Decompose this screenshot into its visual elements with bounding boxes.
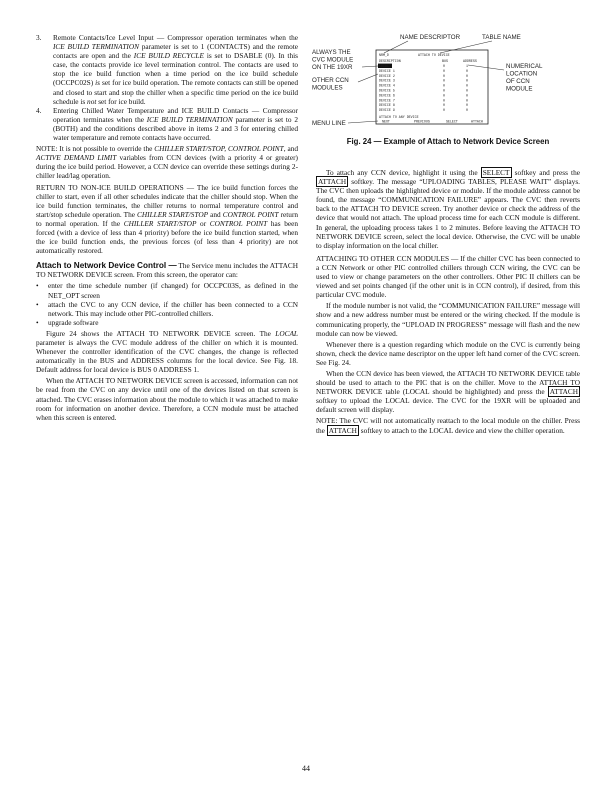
menu-next: NEXT: [382, 119, 390, 124]
device-row-addr: 0: [466, 108, 468, 113]
device-row-addr: 0: [466, 88, 468, 93]
device-row-name: DEVICE 9: [379, 108, 395, 113]
device-row-addr: 1: [466, 64, 468, 68]
callout-numerical-1: NUMERICAL: [506, 63, 543, 70]
fig24-paragraph: Figure 24 shows the ATTACH TO NETWORK DEVICE screen. The LOCAL parameter is always the CVC module address of the chiller on which it is mounted. Whenever the controller identification of the CVC changes, the change is reflected automatically in the BUS and ADDRESS columns for the local device. See Fig. 18. Default address for local device is BUS 0 ADDRESS 1.: [36, 328, 298, 375]
bullet-item: • enter the time schedule number (if changed) for OCCPC03S, as defined in the NET_OPT screen: [36, 281, 298, 300]
item-text: Remote Contacts/Ice Level Input — Compressor operation terminates when the ICE BUILD TERMINATION parameter is set to 1 (CONTACTS) and the remote contacts are open and the ICE BUILD RECYCLE is set to DSABLE (0). In this case, the contacts provide ice level termination control. The contacts are used to stop the ice build function when a time period on the ice build schedule (OCCPC02S) is set for ice build operation. The remote contacts can still be opened and closed to start and stop the chiller when a specific time period on the ice build schedule is not set for ice build.: [53, 33, 298, 106]
menu-select: SELECT: [446, 119, 458, 124]
callout-name-descriptor: NAME DESCRIPTOR: [400, 34, 461, 41]
callout-numerical-3: OF CCN: [506, 78, 530, 85]
device-row-name: LOCAL: [379, 64, 389, 68]
col-bus: BUS: [442, 59, 448, 63]
attaching-paragraph: ATTACHING TO OTHER CCN MODULES — If the chiller CVC has been connected to a CCN Network or other PIC controlled chillers through CCN wiring, the CVC can be used to view or change parameters on the other controllers. Other PIC II chillers can be viewed and set points changed (if the other unit is in CCN control), if desired, from this particular CVC module.: [316, 253, 580, 300]
note-reattach: NOTE: The CVC will not automatically reattach to the local module on the chiller. Press the ATTACH softkey to attach to the LOCAL device and view the chiller operation.: [316, 416, 580, 435]
when-paragraph: When the ATTACH TO NETWORK DEVICE screen is accessed, information can not be read from the CVC on any device until one of the devices listed on that screen is attached. The CVC erases information about the module to which it was attached to make room for information on another device. Therefore, a CCN module must be attached when this screen is entered.: [36, 376, 298, 422]
device-row-bus: 0: [443, 93, 445, 98]
bullet-item: • upgrade software: [36, 317, 99, 327]
device-row-name: DEVICE 3: [379, 78, 395, 83]
item-number: 3.: [36, 33, 42, 42]
return-paragraph: RETURN TO NON-ICE BUILD OPERATIONS — The ice build function forces the chiller to start, even if all other schedules indicate that the chiller should stop. When the ice build function terminates, the chiller returns to normal temperature control and start/stop schedule operation. The CHILLER START/STOP and CONTROL POINT return to normal operation. If the CHILLER START/STOP or CONTROL POINT has been forced (with a device of less than 4 priority) before the ice build function started, when the ice build function ends, the previous forces (of less than 4 priority) are not automatically restored.: [36, 182, 299, 256]
device-row-bus: 0: [443, 98, 445, 103]
callout-numerical-4: MODULE: [506, 85, 533, 93]
device-row-addr: 0: [466, 73, 468, 78]
callout-numerical-2: LOCATION: [506, 70, 538, 78]
device-row-name: DEVICE 7: [379, 98, 395, 103]
attach-paragraph: To attach any CCN device, highlight it using the SELECT softkey and press the ATTACH softkey. The message “UPLOADING TABLES, PLEASE WAIT” displays. The CVC then uploads the highlighted device or module. If the module address cannot be found, the message “COMMUNICATION FAILURE” appears. The CVC then reverts back to the ATTACH TO DEVICE screen. Try another device or check the address of the device that would not attach. The upload process time for each CCN module is different. In general, the uploading process takes 1 to 2 minutes. Before leaving the ATTACH TO NETWORK DEVICE screen, select the local device. Otherwise, the CVC will be unable to display information on the local chiller.: [316, 168, 580, 250]
menu-previous: PREVIOUS: [414, 119, 430, 124]
device-row-name: DEVICE 4: [379, 83, 395, 88]
device-row-name: DEVICE 1: [379, 68, 395, 73]
figure-caption: Fig. 24 — Example of Attach to Network Device Screen: [346, 137, 550, 146]
device-row-addr: 0: [466, 103, 468, 108]
screen-top-left: NRM_D: [379, 53, 389, 57]
device-row-addr: 0: [466, 78, 468, 83]
screen-title: ATTACH TO DEVICE: [418, 53, 450, 57]
menu-attach: ATTACH: [471, 119, 483, 124]
viewed-paragraph: When the CCN device has been viewed, the ATTACH TO NETWORK DEVICE table should be used to attach to the PIC that is on the chiller. Move to the ATTACH TO NETWORK DEVICE table (LOCAL should be highlighted) and press the ATTACH softkey to upload the LOCAL device. The CVC for the 19XR will be uploaded and default screen will display.: [316, 368, 580, 415]
device-row-bus: 0: [443, 73, 445, 78]
callout-always-1: ALWAYS THE: [312, 49, 351, 56]
callout-always-3: ON THE 19XR: [312, 64, 353, 71]
device-row-bus: 0: [443, 68, 445, 73]
list-item-4: [36, 106, 298, 142]
select-key: SELECT: [482, 168, 510, 177]
section-intro: Attach to Network Device Control — The Service menu includes the ATTACH TO NETWORK DEVICE screen. From this screen, the operator can:: [36, 261, 298, 280]
device-row-bus: 0: [443, 83, 445, 88]
callout-other-2: MODULES: [312, 84, 343, 92]
device-row-bus: 0: [443, 103, 445, 108]
item-number: 4.: [36, 105, 42, 115]
bullet-item: • attach the CVC to any CCN device, if the chiller has been connected to a CCN network. This may include other PIC-controlled chillers.: [36, 299, 298, 318]
col-address: ADDRESS: [463, 59, 477, 63]
device-row-bus: 0: [443, 78, 445, 83]
note-paragraph: NOTE: It is not possible to override the CHILLER START/STOP, CONTROL POINT, and ACTIVE DEMAND LIMIT variables from CCN devices (with a priority 4 or greater) during the ice build period. However, a CCN device can override these settings during 2-chiller lead/lag operation.: [36, 144, 299, 181]
figure-24: [310, 30, 582, 130]
device-row-name: DEVICE 5: [379, 88, 395, 93]
question-paragraph: Whenever there is a question regarding which module on the CVC is currently being shown, check the device name descriptor on the upper left hand corner of the CVC screen. See Fig. 24.: [316, 339, 581, 367]
attach-screen-diagram: [310, 30, 582, 130]
right-column: [316, 168, 580, 437]
callout-table-name: TABLE NAME: [482, 34, 521, 41]
callout-menu-line: MENU LINE: [312, 120, 346, 127]
callout-other-1: OTHER CCN: [312, 77, 349, 84]
device-row-bus: 0: [443, 64, 445, 68]
section-heading: Attach to Network Device Control —: [36, 261, 177, 271]
attach-key: ATTACH: [328, 425, 357, 435]
attach-key: ATTACH: [318, 177, 347, 187]
device-row-bus: 0: [443, 88, 445, 93]
item-text: Entering Chilled Water Temperature and ICE BUILD Contacts — Compressor operation terminates when the ICE BUILD TERMINATION parameter is set to 2 (BOTH) and the conditions described above in items 2 and 3 for entering chilled water temperature and remote contacts have occurred.: [53, 105, 298, 143]
device-row-name: DEVICE 8: [379, 103, 395, 108]
attach-key: ATTACH: [549, 387, 578, 397]
device-row-name: DEVICE 2: [379, 73, 395, 78]
device-row-bus: 0: [443, 108, 445, 113]
col-description: DESCRIPTION: [379, 59, 401, 63]
page-number: 44: [302, 764, 310, 773]
device-row-name: DEVICE 6: [379, 93, 395, 98]
device-row-addr: 0: [466, 98, 468, 103]
callout-always-2: CVC MODULE: [312, 56, 354, 64]
list-item-3: [36, 33, 298, 106]
left-column: [36, 33, 298, 424]
attach-any-device: ATTACH TO ANY DEVICE: [379, 115, 419, 119]
device-row-addr: 0: [466, 93, 468, 98]
module-valid-paragraph: If the module number is not valid, the “COMMUNICATION FAILURE” message will show and a new address number must be entered or the wiring checked. If the module is communicating properly, the “UPLOAD IN PROGRESS” message will flash and the new module can now be viewed.: [316, 301, 580, 338]
device-row-addr: 0: [466, 68, 468, 73]
device-row-addr: 0: [466, 83, 468, 88]
